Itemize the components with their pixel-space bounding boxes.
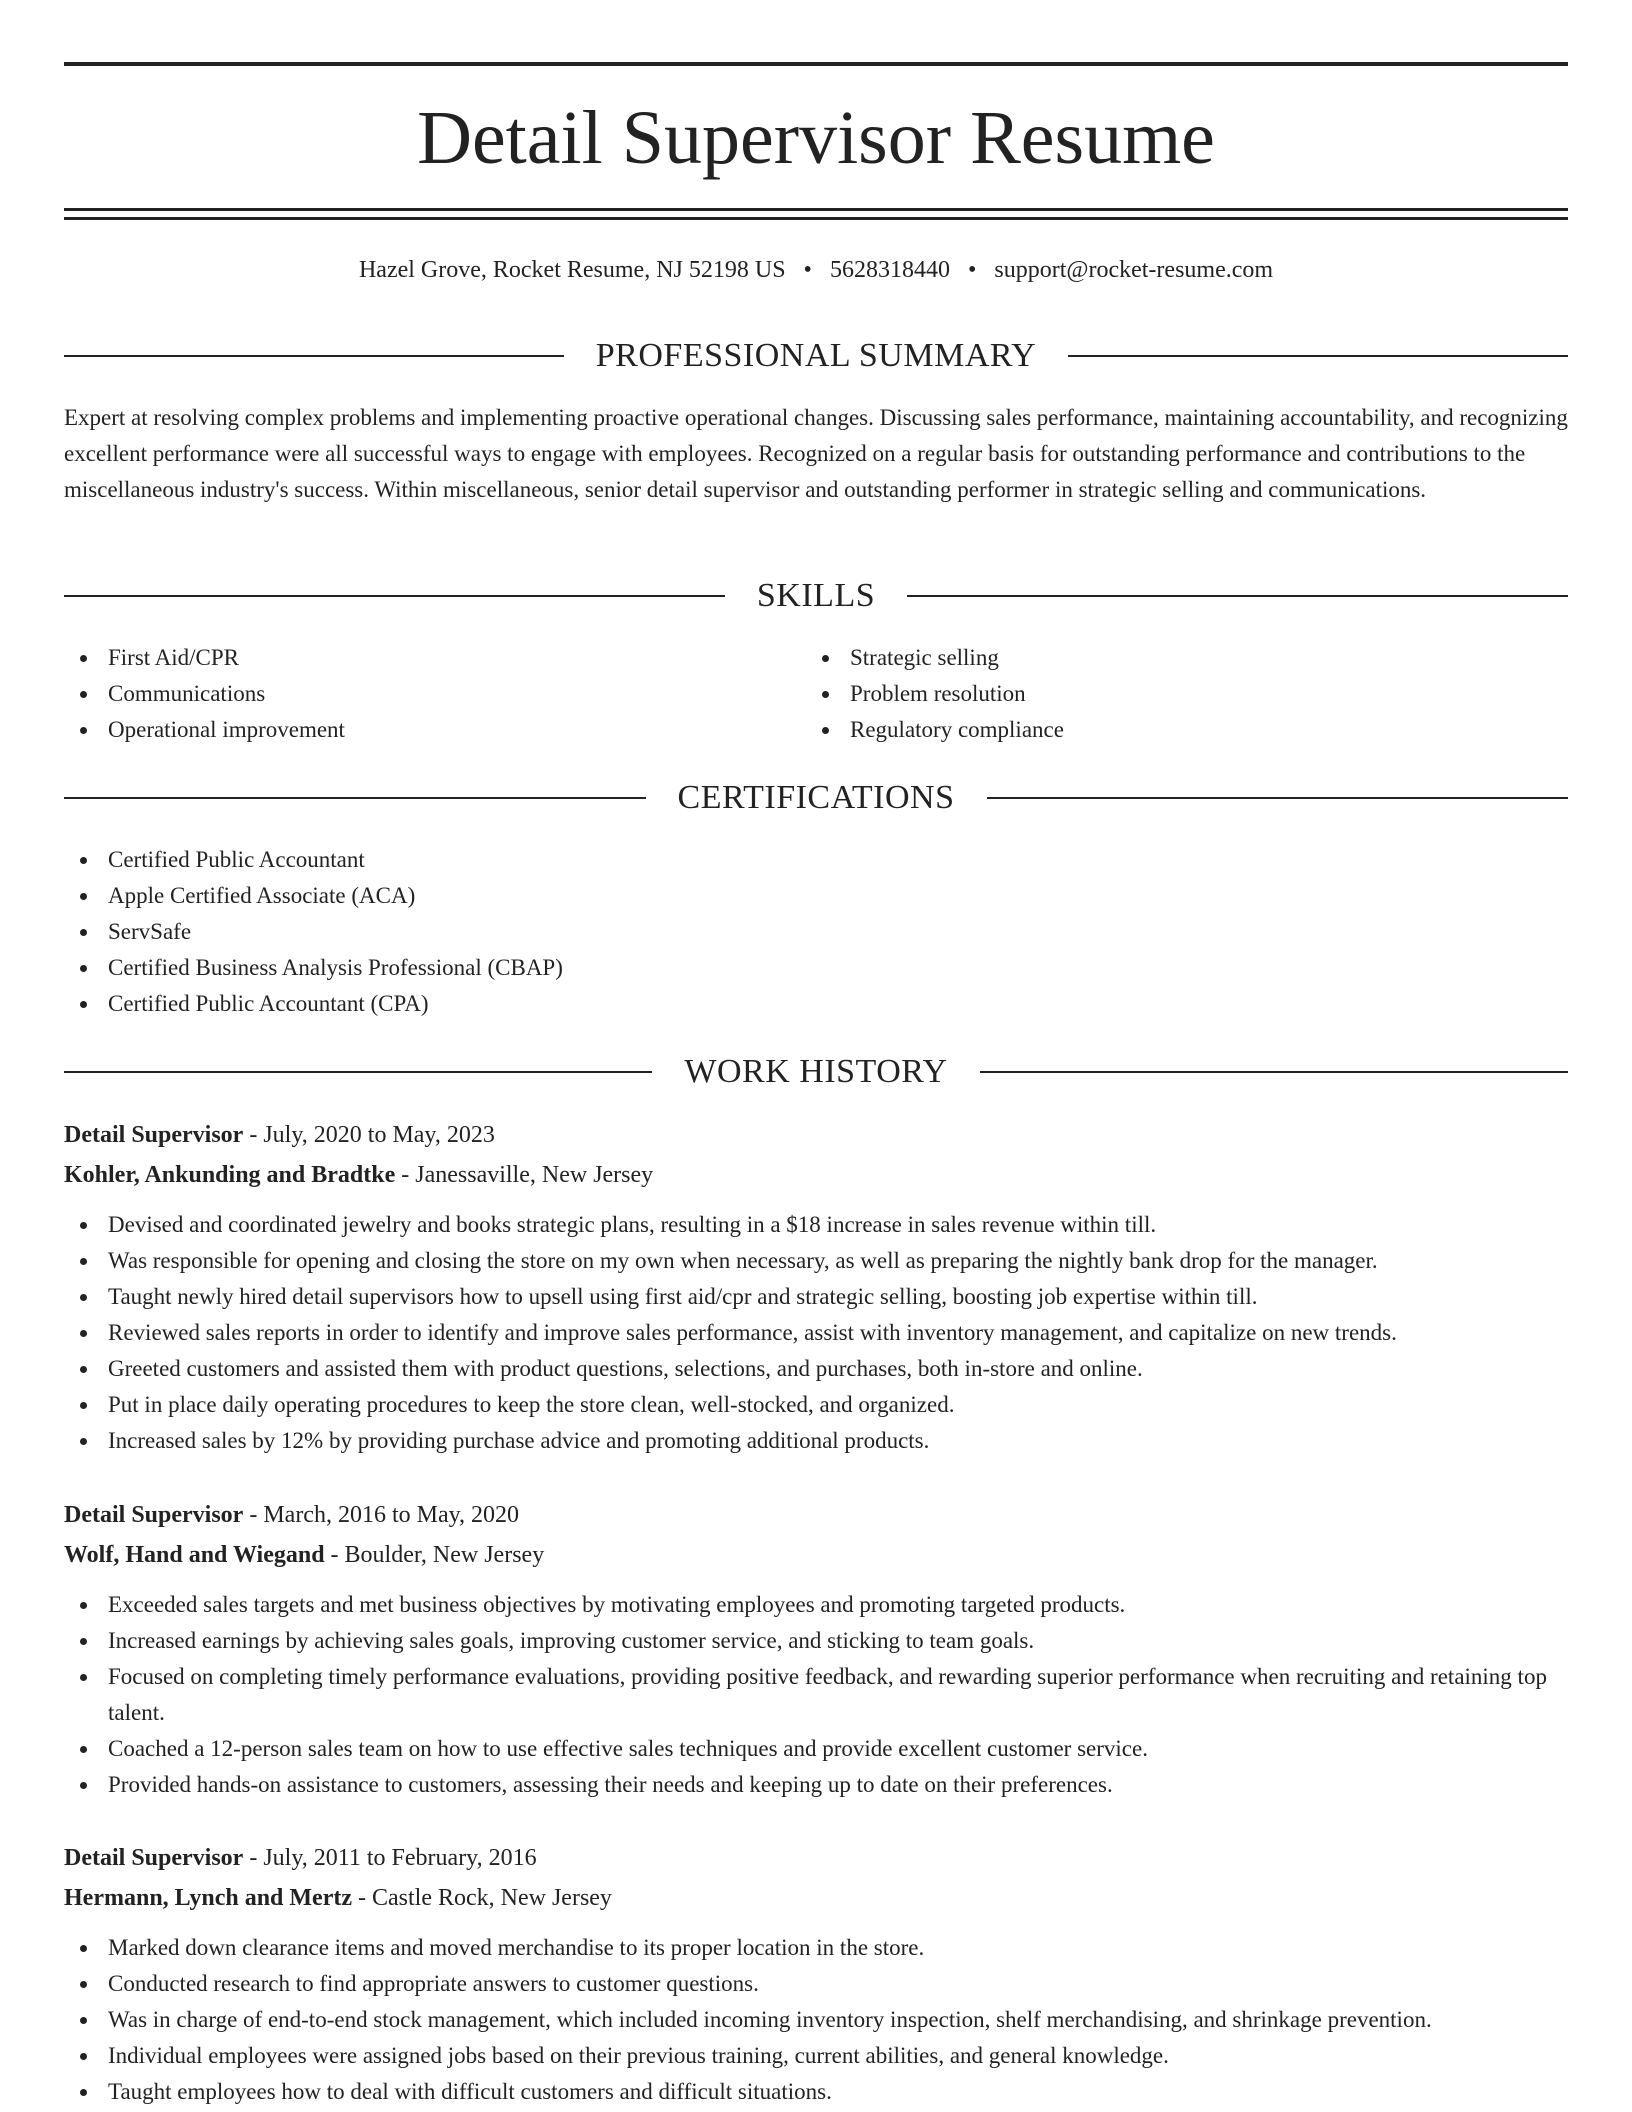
section-title: SKILLS: [756, 577, 876, 614]
job-entry: [64, 1495, 1568, 1803]
job-bullet: Was in charge of end-to-end stock management, which included incoming inventory inspection, shelf merchandising, and shrinkage prevention.: [64, 2002, 1568, 2038]
job-bullet: Increased sales by 12% by providing purchase advice and promoting additional products.: [64, 1423, 1568, 1459]
job-dates: - July, 2020 to May, 2023: [243, 1122, 495, 1148]
summary-text: Expert at resolving complex problems and implementing proactive operational changes. Discussing sales performance, maintaining accountability, and recognizing excellent performance were all successful ways to engage with employees. Recognized on a regular basis for outstanding performance and contributions to the miscellaneous industry's success. Within miscellaneous, senior detail supervisor and outstanding performer in strategic selling and communications.: [64, 405, 1568, 502]
contact-separator: •: [803, 257, 812, 283]
job-location: - Janessaville, New Jersey: [395, 1162, 654, 1188]
job-bullet: Coached a 12-person sales team on how to use effective sales techniques and provide excellent customer service.: [64, 1731, 1568, 1767]
job-bullet: Taught employees how to deal with difficult customers and difficult situations.: [64, 2074, 1568, 2110]
job-company: Kohler, Ankunding and Bradtke: [64, 1162, 396, 1188]
skills-list-left: [64, 640, 345, 748]
job-bullet: Marked down clearance items and moved merchandise to its proper location in the store.: [64, 1930, 1568, 1966]
job-bullet: Greeted customers and assisted them with product questions, selections, and purchases, both in-store and online.: [64, 1351, 1568, 1387]
certification-item: ServSafe: [64, 914, 1568, 950]
section-title: WORK HISTORY: [684, 1053, 948, 1090]
job-bullet: Put in place daily operating procedures to keep the store clean, well-stocked, and organized.: [64, 1387, 1568, 1423]
job-bullet: Increased earnings by achieving sales goals, improving customer service, and sticking to team goals.: [64, 1623, 1568, 1659]
resume-title: Detail Supervisor Resume: [417, 96, 1215, 180]
certification-item: Apple Certified Associate (ACA): [64, 878, 1568, 914]
job-bullet: Individual employees were assigned jobs based on their previous training, current abilities, and general knowledge.: [64, 2038, 1568, 2074]
skill-item: Operational improvement: [64, 712, 345, 748]
job-company: Hermann, Lynch and Mertz: [64, 1885, 352, 1911]
skill-item: Communications: [64, 676, 345, 712]
job-bullet: Devised and coordinated jewelry and books strategic plans, resulting in a $18 increase in sales revenue within till.: [64, 1207, 1568, 1243]
job-bullet: Provided hands-on assistance to customers, assessing their needs and keeping up to date on their preferences.: [64, 1767, 1568, 1803]
job-bullet: Reviewed sales reports in order to identify and improve sales performance, assist with inventory management, and capitalize on new trends.: [64, 1315, 1568, 1351]
job-company-line: [64, 1535, 1568, 1575]
job-location: - Boulder, New Jersey: [324, 1542, 545, 1568]
divider-line: [64, 797, 646, 799]
job-title: Detail Supervisor: [64, 1845, 244, 1871]
skill-item: First Aid/CPR: [64, 640, 345, 676]
contact-email: support@rocket-resume.com: [994, 257, 1274, 283]
job-bullets: [64, 1587, 1568, 1803]
job-bullet: Taught newly hired detail supervisors how to upsell using first aid/cpr and strategic selling, boosting job expertise within till.: [64, 1279, 1568, 1315]
job-title: Detail Supervisor: [64, 1502, 244, 1528]
job-company-line: [64, 1155, 1568, 1195]
certifications-list: [64, 842, 1568, 1022]
job-bullet: Was responsible for opening and closing the store on my own when necessary, as well as preparing the nightly bank drop for the manager.: [64, 1243, 1568, 1279]
skill-item: Problem resolution: [806, 676, 1064, 712]
divider-line: [980, 1071, 1568, 1073]
contact-line: [64, 254, 1568, 286]
job-entry: [64, 1115, 1568, 1459]
job-title-line: [64, 1838, 1568, 1878]
job-company: Wolf, Hand and Wiegand: [64, 1542, 325, 1568]
divider-line: [1068, 355, 1568, 357]
job-bullet: Conducted research to find appropriate answers to customer questions.: [64, 1966, 1568, 2002]
job-bullets: [64, 1930, 1568, 2110]
contact-address: Hazel Grove, Rocket Resume, NJ 52198 US: [358, 257, 786, 283]
top-rule: [64, 62, 1568, 66]
job-company-line: [64, 1878, 1568, 1918]
divider-line: [907, 595, 1568, 597]
divider-line: [987, 797, 1569, 799]
job-title: Detail Supervisor: [64, 1122, 244, 1148]
section-heading-skills: [64, 576, 1568, 616]
job-location: - Castle Rock, New Jersey: [352, 1885, 612, 1911]
divider-line: [64, 1071, 652, 1073]
job-bullet: Exceeded sales targets and met business objectives by motivating employees and promoting targeted products.: [64, 1587, 1568, 1623]
certification-item: Certified Public Accountant: [64, 842, 1568, 878]
job-title-line: [64, 1115, 1568, 1155]
certification-item: Certified Business Analysis Professional (CBAP): [64, 950, 1568, 986]
job-entry: [64, 1838, 1568, 2110]
contact-separator: •: [967, 257, 977, 283]
section-heading-certifications: [64, 778, 1568, 818]
job-dates: - March, 2016 to May, 2020: [243, 1502, 520, 1528]
section-heading-summary: [64, 336, 1568, 376]
divider-line: [64, 355, 564, 357]
contact-phone: 5628318440: [829, 257, 950, 283]
job-title-line: [64, 1495, 1568, 1535]
job-dates: - July, 2011 to February, 2016: [243, 1845, 537, 1871]
skill-item: Strategic selling: [806, 640, 1064, 676]
certification-item: Certified Public Accountant (CPA): [64, 986, 1568, 1022]
title-double-rule: [64, 208, 1568, 220]
section-title: PROFESSIONAL SUMMARY: [595, 337, 1037, 374]
skills-list-right: [806, 640, 1064, 748]
section-title: CERTIFICATIONS: [677, 779, 955, 816]
job-bullet: Focused on completing timely performance evaluations, providing positive feedback, and rewarding superior performance when recruiting and retaining top talent.: [64, 1659, 1568, 1731]
divider-line: [64, 595, 725, 597]
skill-item: Regulatory compliance: [806, 712, 1064, 748]
job-bullets: [64, 1207, 1568, 1459]
section-heading-work-history: [64, 1052, 1568, 1092]
